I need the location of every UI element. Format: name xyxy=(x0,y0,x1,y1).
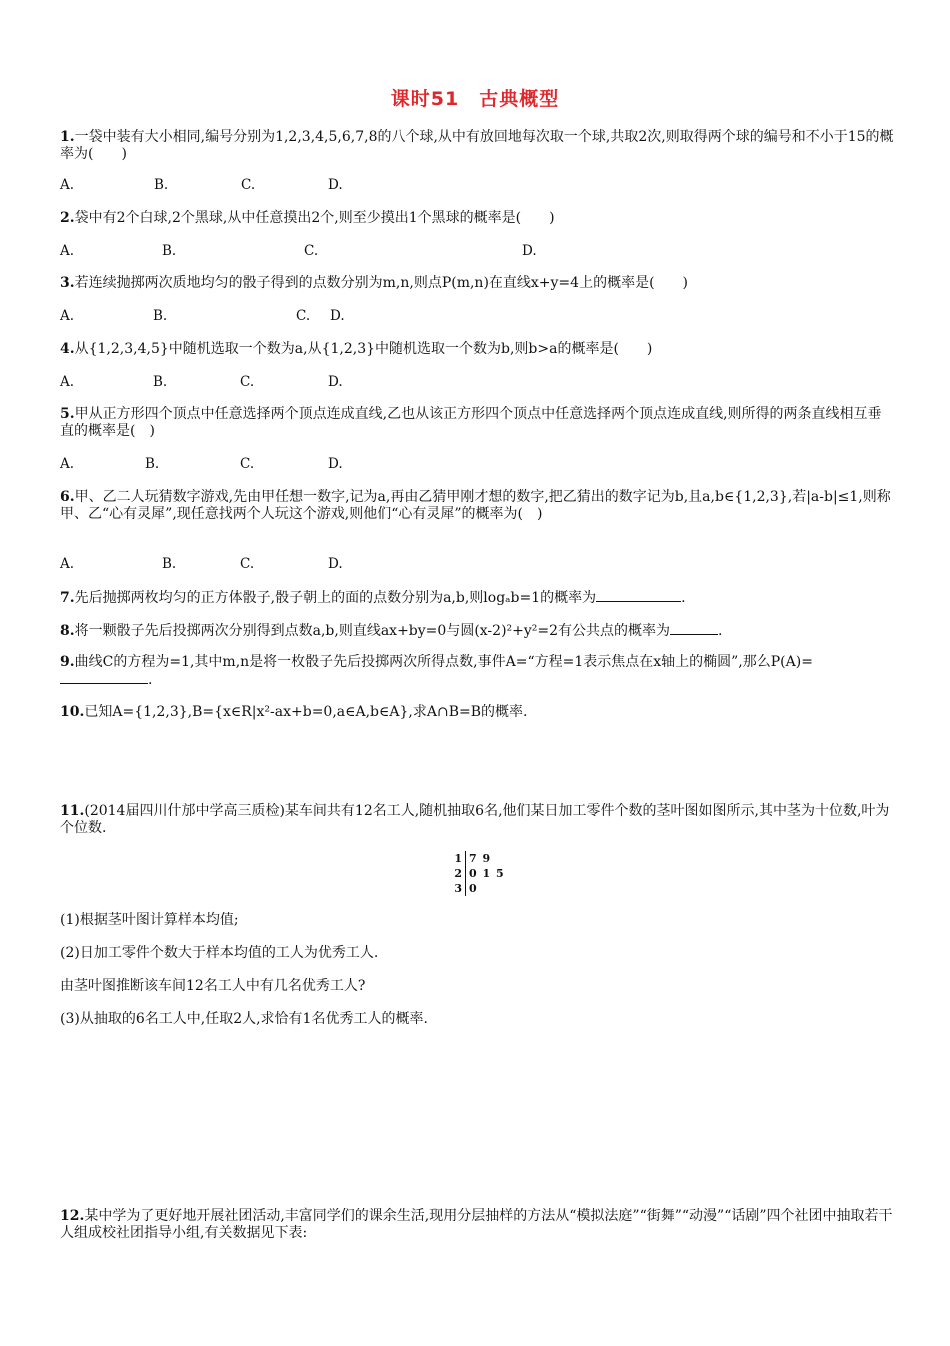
stem-leaf-row xyxy=(452,881,505,896)
option-d[interactable]: D. xyxy=(328,374,343,390)
option-b[interactable]: B. xyxy=(162,243,177,259)
stem-leaf-row xyxy=(452,866,505,881)
question-3 xyxy=(60,275,895,292)
question-7 xyxy=(60,589,895,607)
question-number: 9. xyxy=(60,654,75,670)
stem-leaf-plot xyxy=(452,851,505,896)
answer-blank[interactable] xyxy=(596,589,681,602)
option-a[interactable]: A. xyxy=(60,243,75,259)
option-b[interactable]: B. xyxy=(162,556,177,572)
question-number: 3. xyxy=(60,275,75,291)
question-text: 从{1,2,3,4,5}中随机选取一个数为a,从{1,2,3}中随机选取一个数为b,则b>a的概率是( ) xyxy=(74,341,653,357)
option-d[interactable]: D. xyxy=(328,556,343,572)
option-d[interactable]: D. xyxy=(328,456,343,472)
question-4 xyxy=(60,341,895,358)
question-text: 将一颗骰子先后投掷两次分别得到点数a,b,则直线ax+by=0与圆(x-2)²+y²=2有公共点的概率为 xyxy=(74,623,671,639)
question-tail: . xyxy=(718,623,723,639)
answer-blank[interactable] xyxy=(670,622,718,635)
question-1 xyxy=(60,129,895,163)
question-11-part-2-followup: 由茎叶图推断该车间12名工人中有几名优秀工人? xyxy=(60,978,366,994)
question-10 xyxy=(60,704,895,721)
question-text: (2014届四川什邡中学高三质检)某车间共有12名工人,随机抽取6名,他们某日加工零件个数的茎叶图如图所示,其中茎为十位数,叶为个位数. xyxy=(60,803,890,836)
question-number: 7. xyxy=(60,590,75,606)
stem-value: 1 xyxy=(452,851,466,866)
question-text: 甲、乙二人玩猜数字游戏,先由甲任想一数字,记为a,再由乙猜甲刚才想的数字,把乙猜出的数字记为b,且a,b∈{1,2,3},若|a-b|≤1,则称甲、乙“心有灵犀”,现任意找两个人玩这个游戏,则他们“心有灵犀”的概率为( ) xyxy=(60,489,891,522)
option-b[interactable]: B. xyxy=(153,308,168,324)
question-text: 曲线C的方程为=1,其中m,n是将一枚骰子先后投掷两次所得点数,事件A=“方程=1表示焦点在x轴上的椭圆”,那么P(A)= xyxy=(74,654,813,670)
question-12 xyxy=(60,1208,895,1242)
option-c[interactable]: C. xyxy=(240,374,255,390)
question-number: 10. xyxy=(60,704,85,720)
question-tail: . xyxy=(681,590,686,606)
question-number: 11. xyxy=(60,803,85,819)
page-title: 课时51 古典概型 xyxy=(390,88,560,110)
leaf-values: 7 9 xyxy=(469,852,492,865)
answer-blank[interactable] xyxy=(60,671,148,684)
question-number: 6. xyxy=(60,489,75,505)
question-text: 已知A={1,2,3},B={x∈R|x²-ax+b=0,a∈A,b∈A},求A∩B=B的概率. xyxy=(84,704,528,720)
question-text: 袋中有2个白球,2个黑球,从中任意摸出2个,则至少摸出1个黑球的概率是( ) xyxy=(74,210,555,226)
question-8 xyxy=(60,622,895,640)
question-number: 2. xyxy=(60,210,75,226)
option-a[interactable]: A. xyxy=(60,556,75,572)
question-11-part-1: (1)根据茎叶图计算样本均值; xyxy=(60,912,239,928)
option-b[interactable]: B. xyxy=(153,374,168,390)
question-tail: . xyxy=(148,672,153,688)
question-2 xyxy=(60,210,895,227)
option-c[interactable]: C. xyxy=(296,308,311,324)
option-a[interactable]: A. xyxy=(60,177,75,193)
question-number: 1. xyxy=(60,129,75,145)
stem-value: 3 xyxy=(452,881,466,896)
question-number: 8. xyxy=(60,623,75,639)
question-text: 若连续抛掷两次质地均匀的骰子得到的点数分别为m,n,则点P(m,n)在直线x+y=4上的概率是( ) xyxy=(74,275,688,291)
leaf-values: 0 xyxy=(469,882,478,895)
question-text: 先后抛掷两枚均匀的正方体骰子,骰子朝上的面的点数分别为a,b,则logₐb=1的概率为 xyxy=(74,590,597,606)
option-d[interactable]: D. xyxy=(522,243,537,259)
option-d[interactable]: D. xyxy=(330,308,345,324)
stem-value: 2 xyxy=(452,866,466,881)
question-number: 5. xyxy=(60,406,75,422)
question-text: 一袋中装有大小相同,编号分别为1,2,3,4,5,6,7,8的八个球,从中有放回地每次取一个球,共取2次,则取得两个球的编号和不小于15的概率为( ) xyxy=(60,129,894,162)
question-6 xyxy=(60,489,895,523)
stem-leaf-row xyxy=(452,851,505,866)
leaf-values: 0 1 5 xyxy=(469,867,505,880)
option-b[interactable]: B. xyxy=(154,177,169,193)
question-number: 12. xyxy=(60,1208,85,1224)
option-a[interactable]: A. xyxy=(60,456,75,472)
question-9 xyxy=(60,654,895,689)
option-b[interactable]: B. xyxy=(145,456,160,472)
option-d[interactable]: D. xyxy=(328,177,343,193)
question-11 xyxy=(60,803,895,837)
option-a[interactable]: A. xyxy=(60,308,75,324)
question-11-part-3: (3)从抽取的6名工人中,任取2人,求恰有1名优秀工人的概率. xyxy=(60,1011,428,1027)
question-number: 4. xyxy=(60,341,75,357)
option-c[interactable]: C. xyxy=(304,243,319,259)
option-c[interactable]: C. xyxy=(241,177,256,193)
question-11-part-2: (2)日加工零件个数大于样本均值的工人为优秀工人. xyxy=(60,945,379,961)
option-c[interactable]: C. xyxy=(240,456,255,472)
question-text: 甲从正方形四个顶点中任意选择两个顶点连成直线,乙也从该正方形四个顶点中任意选择两个顶点连成直线,则所得的两条直线相互垂直的概率是( ) xyxy=(60,406,882,439)
question-5 xyxy=(60,406,895,440)
option-a[interactable]: A. xyxy=(60,374,75,390)
option-c[interactable]: C. xyxy=(240,556,255,572)
question-text: 某中学为了更好地开展社团活动,丰富同学们的课余生活,现用分层抽样的方法从“模拟法庭”“街舞”“动漫”“话剧”四个社团中抽取若干人组成校社团指导小组,有关数据见下表: xyxy=(60,1208,893,1241)
